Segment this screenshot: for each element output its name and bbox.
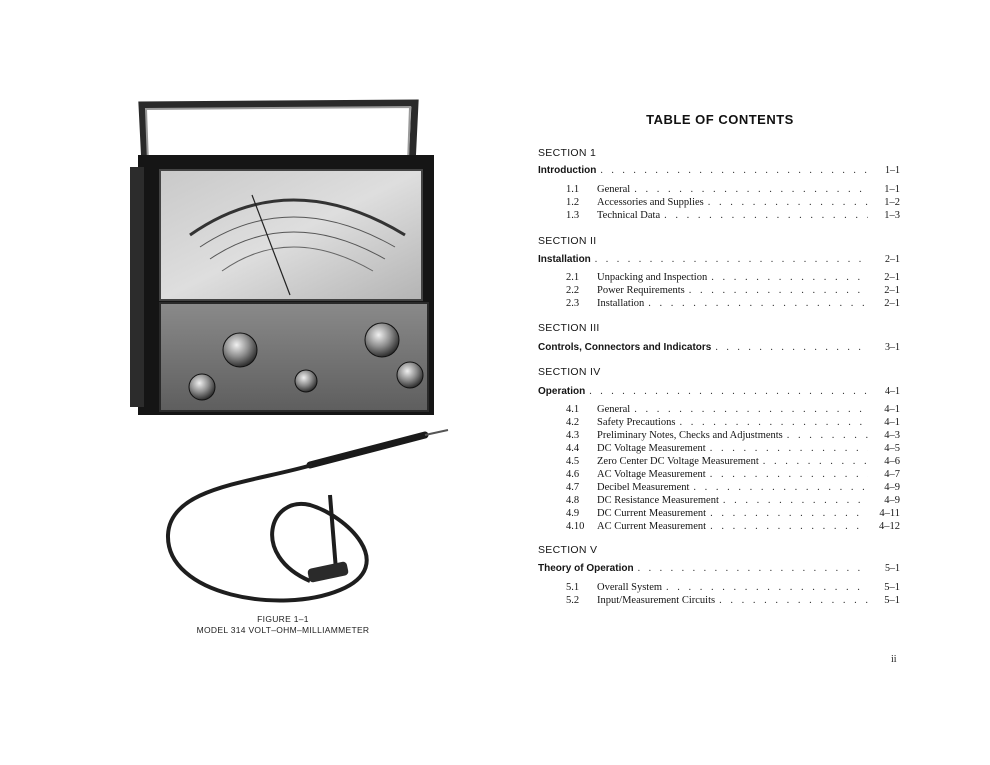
entry-number: 2.1 (566, 272, 580, 283)
leader-dots (595, 254, 868, 265)
probe-cable-lead (330, 495, 336, 570)
leader-dots (693, 482, 868, 493)
chapter-title: Theory of Operation (538, 563, 634, 574)
entry-title: Installation (597, 298, 645, 309)
page-ref: 4–1 (884, 417, 900, 428)
toc-entry[interactable] (566, 272, 900, 285)
toc-entry[interactable] (566, 508, 900, 521)
leader-dots (763, 456, 868, 467)
section-label: SECTION III (538, 322, 600, 334)
toc-chapter-introduction[interactable] (538, 165, 900, 178)
section-label: SECTION V (538, 544, 598, 556)
toc-entry[interactable] (566, 469, 900, 482)
toc-entry[interactable] (566, 521, 900, 534)
page-ref: 1–3 (884, 210, 900, 221)
test-probe (310, 435, 425, 465)
entry-number: 4.5 (566, 456, 580, 467)
toc-entry[interactable] (566, 210, 900, 223)
entry-number: 1.2 (566, 197, 580, 208)
leader-dots (648, 298, 868, 309)
page-number: ii (891, 654, 897, 665)
leader-dots (710, 508, 868, 519)
page-ref: 4–1 (885, 386, 900, 397)
toc-chapter-theory[interactable] (538, 563, 900, 576)
toc-entry[interactable] (566, 456, 900, 469)
toc-title: TABLE OF CONTENTS (646, 112, 794, 127)
meter-illustration (130, 95, 460, 655)
page-ref: 3–1 (885, 342, 900, 353)
page-ref: 4–1 (884, 404, 900, 415)
leader-dots (600, 165, 868, 176)
entry-number: 2.2 (566, 285, 580, 296)
toc-entry[interactable] (566, 184, 900, 197)
entry-title: Overall System (597, 582, 663, 593)
leader-dots (689, 285, 868, 296)
leader-dots (710, 443, 868, 454)
toc-entry[interactable] (566, 443, 900, 456)
entry-number: 1.1 (566, 184, 580, 195)
page-ref: 2–1 (884, 285, 900, 296)
entry-title: Technical Data (597, 210, 661, 221)
section-label: SECTION II (538, 235, 597, 247)
figure-caption-number: FIGURE 1–1 (257, 614, 309, 624)
leader-dots (710, 469, 868, 480)
toc-chapter-installation[interactable] (538, 254, 900, 267)
zero-adjust-knob (189, 374, 215, 400)
page-ref: 2–1 (884, 272, 900, 283)
entry-number: 5.2 (566, 595, 580, 606)
page-ref: 4–5 (884, 443, 900, 454)
leader-dots (589, 386, 868, 397)
leader-dots (679, 417, 868, 428)
toc-entry[interactable] (566, 482, 900, 495)
entry-title: DC Voltage Measurement (597, 443, 706, 454)
chapter-title: Operation (538, 386, 586, 397)
page-ref: 5–1 (884, 582, 900, 593)
page-ref: 5–1 (885, 563, 900, 574)
page-ref: 4–12 (879, 521, 900, 532)
leader-dots (710, 521, 868, 532)
leader-dots (715, 342, 868, 353)
entry-number: 4.1 (566, 404, 580, 415)
probe-cable (168, 465, 367, 601)
toc-entry[interactable] (566, 298, 900, 311)
leader-dots (664, 210, 868, 221)
leader-dots (787, 430, 868, 441)
toc-entry[interactable] (566, 430, 900, 443)
page-ref: 5–1 (884, 595, 900, 606)
entry-title: Safety Precautions (597, 417, 676, 428)
entry-title: DC Resistance Measurement (597, 495, 719, 506)
toc-entry[interactable] (566, 582, 900, 595)
page-ref: 4–11 (879, 508, 900, 519)
entry-title: Zero Center DC Voltage Measurement (597, 456, 759, 467)
chapter-title: Controls, Connectors and Indicators (538, 342, 712, 353)
entry-title: Input/Measurement Circuits (597, 595, 716, 606)
leader-dots (711, 272, 868, 283)
entry-title: Decibel Measurement (597, 482, 690, 493)
entry-number: 4.3 (566, 430, 580, 441)
meter-figure (130, 95, 460, 655)
figure-caption-title: MODEL 314 VOLT–OHM–MILLIAMMETER (196, 625, 370, 635)
toc-chapter-controls[interactable] (538, 342, 900, 355)
entry-number: 4.6 (566, 469, 580, 480)
entry-number: 4.7 (566, 482, 580, 493)
page-ref: 2–1 (884, 298, 900, 309)
toc-entry[interactable] (566, 495, 900, 508)
entry-number: 4.8 (566, 495, 580, 506)
toc-entry[interactable] (566, 285, 900, 298)
entry-title: General (597, 184, 631, 195)
ohms-adjust-knob (295, 370, 317, 392)
entry-title: Unpacking and Inspection (597, 272, 708, 283)
entry-title: DC Current Measurement (597, 508, 707, 519)
cable-connector (307, 561, 349, 583)
entry-title: AC Voltage Measurement (597, 469, 706, 480)
entry-title: Accessories and Supplies (597, 197, 704, 208)
leader-dots (719, 595, 868, 606)
toc-entry[interactable] (566, 404, 900, 417)
page-ref: 4–6 (884, 456, 900, 467)
entry-number: 4.2 (566, 417, 580, 428)
entry-number: 5.1 (566, 582, 580, 593)
entry-title: Preliminary Notes, Checks and Adjustments (597, 430, 783, 441)
page-ref: 4–7 (884, 469, 900, 480)
entry-number: 2.3 (566, 298, 580, 309)
toc-entry[interactable] (566, 595, 900, 608)
jack-terminal (397, 362, 423, 388)
toc-entry[interactable] (566, 197, 900, 210)
page-ref: 1–1 (885, 165, 900, 176)
toc-chapter-operation[interactable] (538, 386, 900, 399)
leader-dots (634, 184, 868, 195)
leader-dots (634, 404, 868, 415)
entry-number: 4.4 (566, 443, 580, 454)
page-ref: 4–3 (884, 430, 900, 441)
entry-number: 1.3 (566, 210, 580, 221)
leader-dots (638, 563, 868, 574)
function-knob (365, 323, 399, 357)
chapter-title: Introduction (538, 165, 597, 176)
leader-dots (708, 197, 868, 208)
entry-title: AC Current Measurement (597, 521, 707, 532)
page-ref: 2–1 (885, 254, 900, 265)
section-label: SECTION 1 (538, 147, 597, 159)
page-ref: 4–9 (884, 495, 900, 506)
page-ref: 1–1 (884, 184, 900, 195)
meter-face (160, 170, 422, 300)
section-label: SECTION IV (538, 366, 601, 378)
range-knob (223, 333, 257, 367)
entry-title: Power Requirements (597, 285, 685, 296)
page-ref: 4–9 (884, 482, 900, 493)
entry-number: 4.10 (566, 521, 585, 532)
toc-entry[interactable] (566, 417, 900, 430)
chapter-title: Installation (538, 254, 591, 265)
entry-title: General (597, 404, 631, 415)
page-ref: 1–2 (884, 197, 900, 208)
leader-dots (666, 582, 868, 593)
leader-dots (723, 495, 868, 506)
entry-number: 4.9 (566, 508, 580, 519)
